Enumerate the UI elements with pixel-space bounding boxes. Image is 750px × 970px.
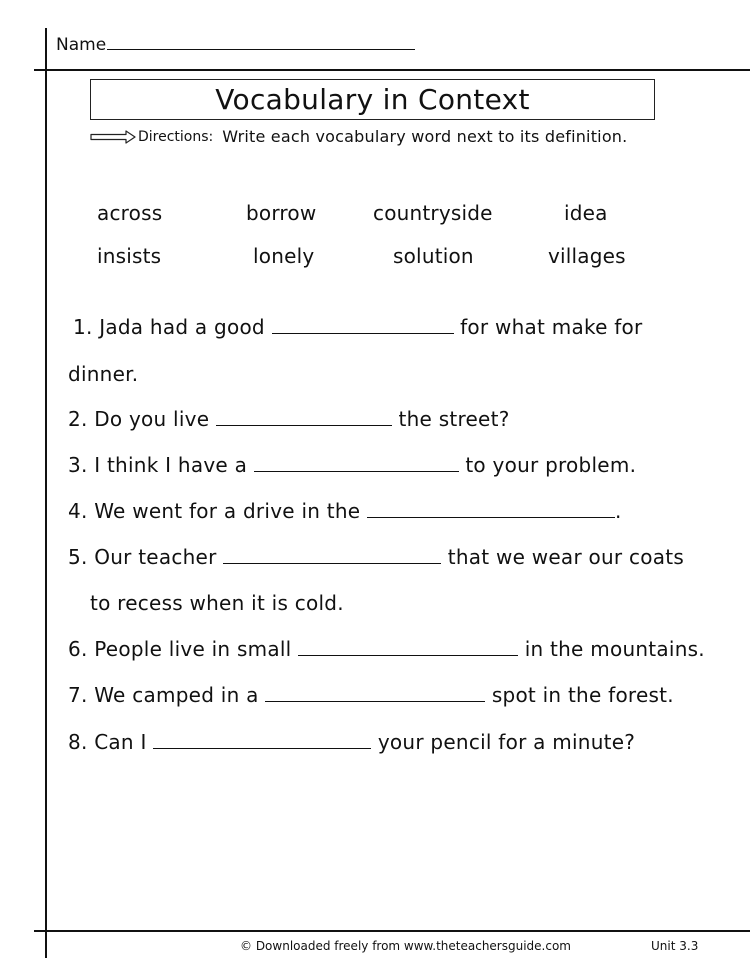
answer-blank[interactable] — [367, 499, 615, 518]
question-number: 8. — [68, 730, 88, 754]
word-bank-item: insists — [97, 244, 162, 268]
question-number: 1. — [73, 315, 93, 339]
question-7 — [68, 683, 674, 707]
word-bank-item: borrow — [246, 201, 317, 225]
question-8 — [68, 730, 635, 754]
question-text-after: . — [614, 499, 622, 523]
answer-blank[interactable] — [153, 730, 371, 749]
question-6 — [68, 637, 705, 661]
question-4 — [68, 499, 622, 523]
answer-blank[interactable] — [298, 637, 518, 656]
word-bank-item: idea — [564, 201, 608, 225]
name-label: Name — [56, 35, 107, 55]
footer-credit: © Downloaded freely from www.theteachersguide.com — [240, 939, 571, 953]
left-margin-line — [45, 28, 47, 958]
question-number: 3. — [68, 453, 88, 477]
question-text-before: Can I — [94, 730, 147, 754]
name-field-line — [107, 33, 415, 50]
question-5 — [68, 545, 684, 569]
question-number: 7. — [68, 683, 88, 707]
question-text-before: We camped in a — [94, 683, 259, 707]
answer-blank[interactable] — [272, 315, 454, 334]
answer-blank[interactable] — [265, 683, 485, 702]
question-number: 5. — [68, 545, 88, 569]
question-text-after: in the mountains. — [524, 637, 705, 661]
word-bank-item: villages — [548, 244, 626, 268]
question-1 — [73, 315, 642, 339]
question-1-continuation: dinner. — [68, 362, 139, 386]
worksheet-title: Vocabulary in Context — [215, 83, 530, 116]
question-text-before: People live in small — [94, 637, 292, 661]
answer-blank[interactable] — [216, 407, 392, 426]
question-text-after: that we wear our coats — [447, 545, 685, 569]
question-text-after: the street? — [398, 407, 510, 431]
name-row — [56, 33, 415, 55]
question-text-before: I think I have a — [94, 453, 248, 477]
directions-text: Write each vocabulary word next to its definition. — [222, 127, 628, 146]
question-number: 4. — [68, 499, 88, 523]
question-3 — [68, 453, 636, 477]
word-bank-item: lonely — [253, 244, 315, 268]
footer-divider-line — [34, 930, 750, 932]
question-text-after: your pencil for a minute? — [377, 730, 636, 754]
right-arrow-icon — [90, 129, 136, 145]
header-divider-line — [34, 69, 750, 71]
answer-blank[interactable] — [223, 545, 441, 564]
question-text-before: We went for a drive in the — [94, 499, 361, 523]
question-text-after: to your problem. — [465, 453, 637, 477]
question-text-after: for what make for — [460, 315, 643, 339]
answer-blank[interactable] — [254, 453, 459, 472]
question-text-before: Do you live — [94, 407, 210, 431]
directions-row — [90, 127, 627, 146]
word-bank-item: solution — [393, 244, 474, 268]
question-number: 6. — [68, 637, 88, 661]
word-bank-item: countryside — [373, 201, 493, 225]
question-2 — [68, 407, 510, 431]
question-text-after: spot in the forest. — [491, 683, 674, 707]
question-text-before: Our teacher — [94, 545, 217, 569]
title-box — [90, 79, 655, 120]
footer-unit-label: Unit 3.3 — [651, 939, 699, 953]
directions-label: Directions: — [138, 128, 214, 145]
word-bank-item: across — [97, 201, 163, 225]
question-number: 2. — [68, 407, 88, 431]
question-5-continuation: to recess when it is cold. — [90, 591, 344, 615]
question-text-before: Jada had a good — [99, 315, 265, 339]
